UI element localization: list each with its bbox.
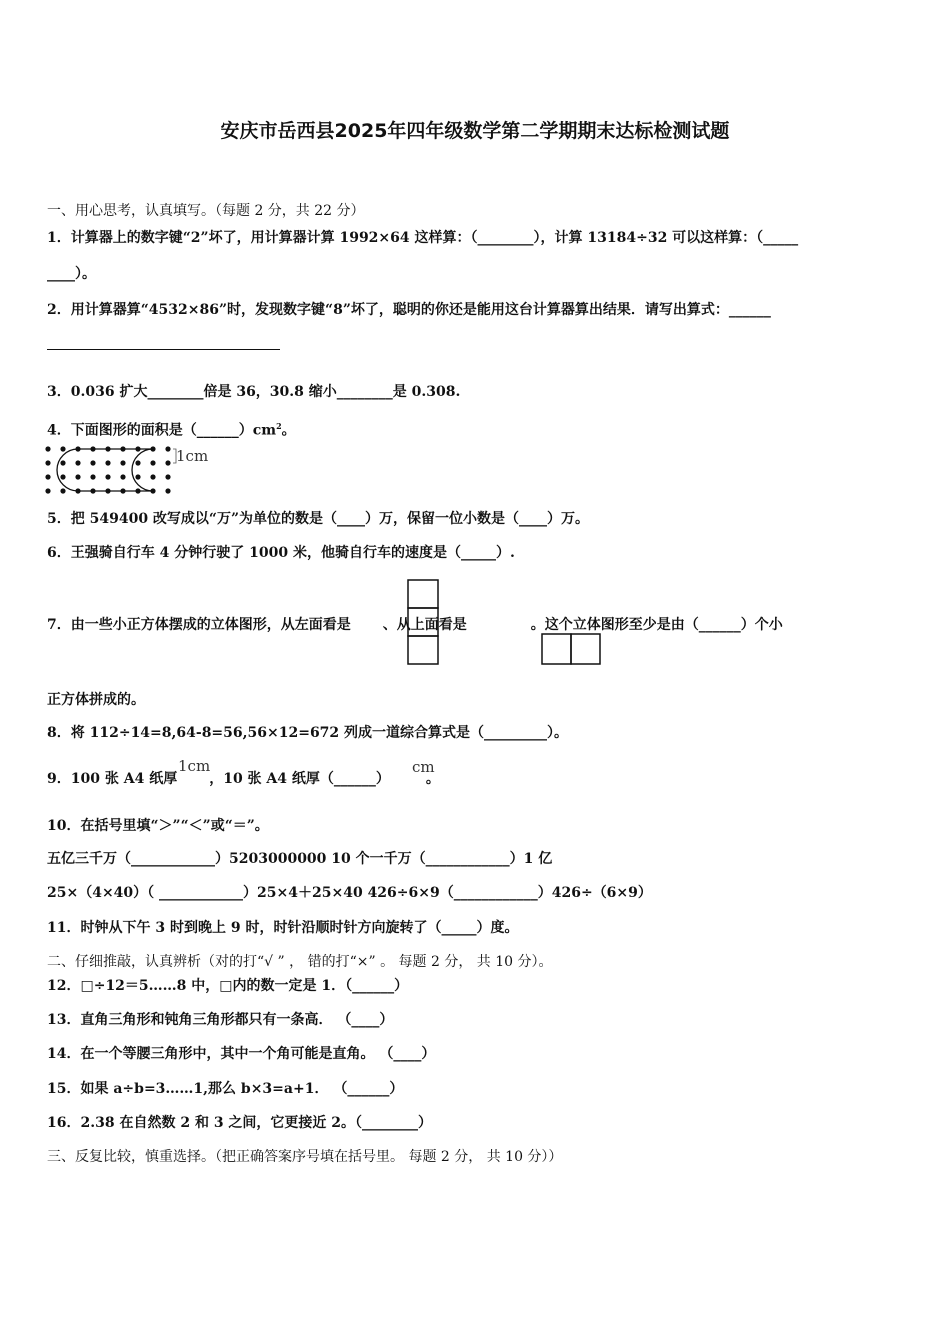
unit-label-1cm: 1cm xyxy=(176,447,209,465)
question-7-part-b: 、从上面看是 xyxy=(382,617,467,633)
question-9-part-a: 9．100 张 A4 纸厚 xyxy=(47,771,178,787)
question-7-part-a: 7．由一些小正方体摆成的立体图形，从左面看是 xyxy=(47,617,351,633)
unit-label-cm: cm xyxy=(412,758,435,776)
question-7-line-2: 正方体拼成的。 xyxy=(47,692,145,708)
section-3-heading: 三、反复比较，慎重选择。（把正确答案序号填在括号里。 每题 2 分， 共 10 分）） xyxy=(47,1149,563,1165)
top-view-figure xyxy=(540,632,602,666)
dot-grid-figure xyxy=(42,442,182,498)
section-1-heading: 一、用心思考，认真填写。（每题 2 分，共 22 分） xyxy=(47,203,365,219)
left-view-figure xyxy=(406,578,440,666)
question-1-line-2: ____）。 xyxy=(47,266,96,282)
question-9-part-c: 。 xyxy=(425,771,440,787)
question-10-row-1: 五亿三千万（____________）5203000000 10 个一千万（____________）1 亿 xyxy=(47,851,553,867)
question-10: 10．在括号里填“＞”“＜”或“＝”。 xyxy=(47,818,269,834)
question-9-part-b: ，10 张 A4 纸厚（______） xyxy=(209,771,390,787)
question-14: 14．在一个等腰三角形中，其中一个角可能是直角。 （____） xyxy=(47,1046,436,1062)
unit-label-1cm: 1cm xyxy=(178,757,211,775)
question-4-end: 。 xyxy=(281,422,296,439)
question-5: 5．把 549400 改写成以“万”为单位的数是（____）万，保留一位小数是（____）万。 xyxy=(47,511,590,527)
section-2-heading: 二、仔细推敲，认真辨析（对的打“√ ” ， 错的打“×” 。 每题 2 分， 共 10 分）。 xyxy=(47,954,553,970)
question-8: 8．将 112÷14=8,64-8=56,56×12=672 列成一道综合算式是（_________）。 xyxy=(47,725,569,741)
question-4-superscript: 2 xyxy=(276,421,282,431)
answer-line xyxy=(47,349,280,350)
question-16: 16．2.38 在自然数 2 和 3 之间，它更接近 2。（________） xyxy=(47,1115,433,1131)
question-15: 15．如果 a÷b=3……1,那么 b×3=a+1． （______） xyxy=(47,1081,404,1097)
question-11: 11．时钟从下午 3 时到晚上 9 时，时针沿顺时针方向旋转了（_____）度。 xyxy=(47,920,519,936)
question-1-line-1: 1．计算器上的数字键“2”坏了，用计算器计算 1992×64 这样算：（________），计算 13184÷32 可以这样算：（_____ xyxy=(47,230,799,246)
question-2: 2．用计算器算“4532×86”时，发现数字键“8”坏了，聪明的你还是能用这台计算器算出结果．请写出算式：______ xyxy=(47,302,771,318)
question-3: 3．0.036 扩大________倍是 36，30.8 缩小________是 0.308. xyxy=(47,384,461,400)
question-4-text: 4．下面图形的面积是（______）cm xyxy=(47,422,277,439)
question-9 xyxy=(47,770,440,788)
question-13: 13．直角三角形和钝角三角形都只有一条高． （____） xyxy=(47,1012,394,1028)
question-4 xyxy=(47,417,296,440)
question-7-part-c: 。这个立体图形至少是由（______）个小 xyxy=(530,617,783,633)
question-10-row-2: 25×（4×40）（ ____________）25×4＋25×40 426÷6×9（____________）426÷（6×9） xyxy=(47,885,652,901)
page-title: 安庆市岳西县2025年四年级数学第二学期期末达标检测试题 xyxy=(220,120,730,142)
question-12: 12．□÷12＝5……8 中，□内的数一定是 1．（______） xyxy=(47,978,409,994)
question-6: 6．王强骑自行车 4 分钟行驶了 1000 米，他骑自行车的速度是（_____）. xyxy=(47,545,515,561)
